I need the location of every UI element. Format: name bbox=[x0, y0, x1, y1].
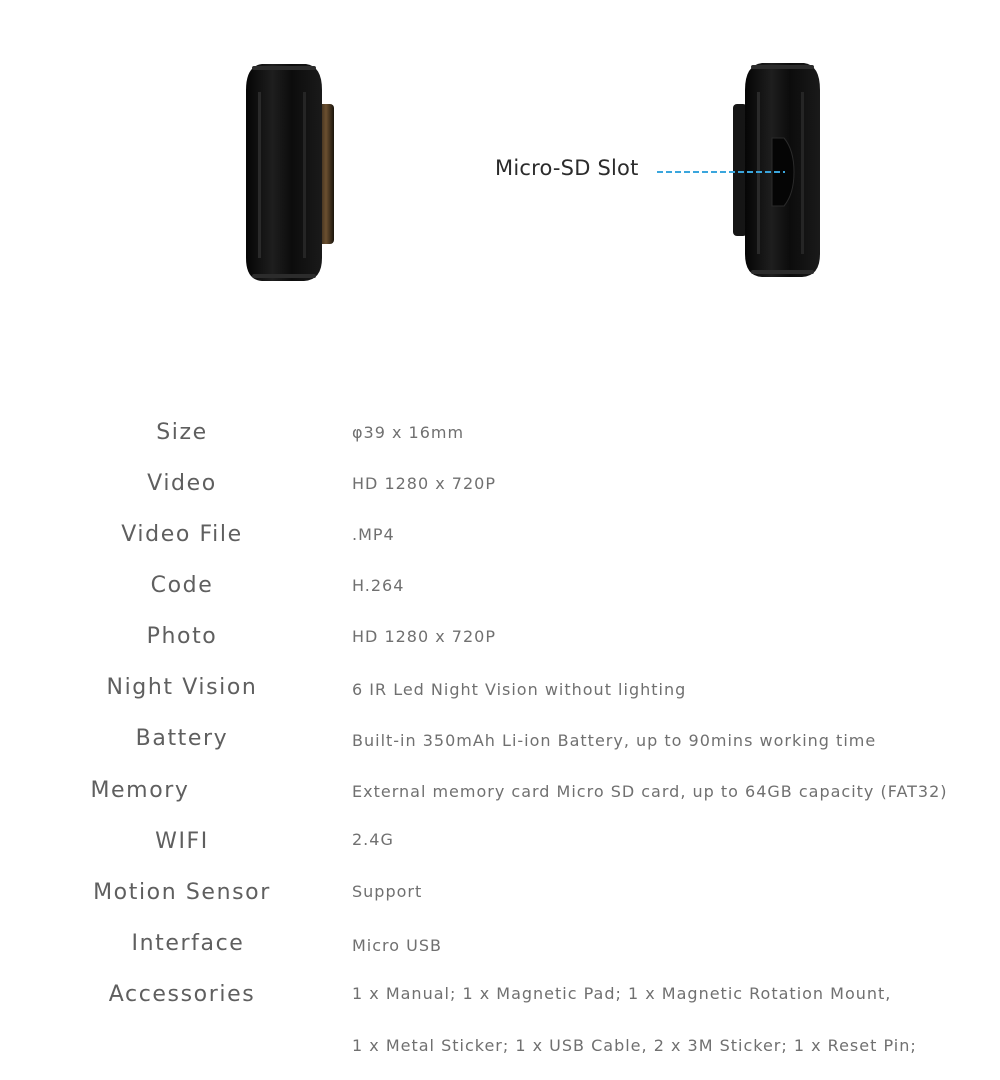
spec-row-interface bbox=[0, 931, 1000, 971]
spec-value: 2.4G bbox=[352, 830, 394, 849]
spec-row-night-vision bbox=[0, 675, 1000, 715]
spec-row-battery bbox=[0, 726, 1000, 766]
spec-row-video bbox=[0, 471, 1000, 511]
spec-row-accessories-continued bbox=[0, 1033, 1000, 1073]
spec-row-memory bbox=[0, 778, 1000, 818]
spec-row-accessories bbox=[0, 982, 1000, 1022]
spec-label: Accessories bbox=[108, 982, 256, 1007]
spec-row-wifi bbox=[0, 829, 1000, 869]
spec-value: 1 x Metal Sticker; 1 x USB Cable, 2 x 3M Sticker; 1 x Reset Pin; bbox=[352, 1036, 917, 1055]
camera-seam bbox=[303, 92, 306, 258]
camera-bottom-edge bbox=[751, 270, 814, 274]
spec-label: Code bbox=[150, 573, 214, 598]
spec-row-photo bbox=[0, 624, 1000, 664]
camera-seam bbox=[258, 92, 261, 258]
spec-value: HD 1280 x 720P bbox=[352, 627, 496, 646]
camera-seam bbox=[801, 92, 804, 254]
camera-left-view bbox=[246, 64, 334, 281]
spec-label: Night Vision bbox=[106, 675, 258, 700]
spec-value: External memory card Micro SD card, up to 64GB capacity (FAT32) bbox=[352, 782, 948, 801]
spec-label: Battery bbox=[135, 726, 229, 751]
spec-value: H.264 bbox=[352, 576, 405, 595]
spec-value: 1 x Manual; 1 x Magnetic Pad; 1 x Magnetic Rotation Mount, bbox=[352, 984, 892, 1003]
spec-row-motion-sensor bbox=[0, 880, 1000, 920]
spec-row-video-file bbox=[0, 522, 1000, 562]
camera-top-edge bbox=[751, 65, 814, 69]
spec-label: Size bbox=[156, 420, 208, 445]
camera-right-view bbox=[733, 63, 820, 277]
spec-label: Interface bbox=[131, 931, 245, 956]
spec-label: Video bbox=[147, 471, 217, 496]
camera-top-edge bbox=[252, 66, 316, 70]
spec-label: Memory bbox=[90, 778, 190, 803]
spec-label: Photo bbox=[146, 624, 218, 649]
spec-label: Video File bbox=[121, 522, 243, 547]
spec-value: Micro USB bbox=[352, 936, 442, 955]
spec-value: 6 IR Led Night Vision without lighting bbox=[352, 680, 687, 699]
camera-lens-ring bbox=[733, 104, 747, 236]
spec-label: WIFI bbox=[155, 829, 209, 854]
micro-sd-slot-label: Micro-SD Slot bbox=[495, 156, 639, 180]
spec-value: HD 1280 x 720P bbox=[352, 474, 496, 493]
spec-value: .MP4 bbox=[352, 525, 395, 544]
spec-value: Built-in 350mAh Li-ion Battery, up to 90mins working time bbox=[352, 731, 877, 750]
spec-value: φ39 x 16mm bbox=[352, 423, 465, 442]
spec-row-code bbox=[0, 573, 1000, 613]
spec-value: Support bbox=[352, 882, 423, 901]
spec-label: Motion Sensor bbox=[93, 880, 271, 905]
spec-row-size bbox=[0, 420, 1000, 460]
camera-bottom-edge bbox=[252, 274, 316, 278]
camera-body bbox=[246, 64, 322, 281]
